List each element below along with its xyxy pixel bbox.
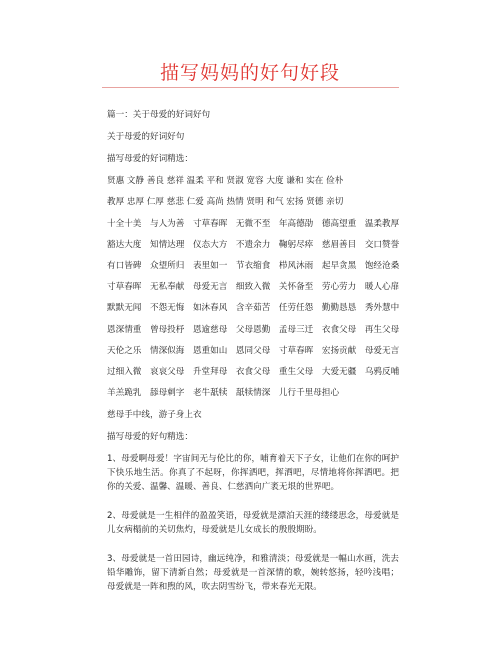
text-line: 贤惠 文静 善良 慈祥 温柔 平和 贤淑 宽容 大度 谦和 实在 俭朴	[107, 176, 344, 186]
title-divider	[102, 87, 399, 88]
text-line: 过细入微 哀哀父母 升堂拜母 衣食父母 重生父母 大爱无疆 乌鸦反哺	[107, 367, 400, 377]
text-line: 关于母爱的好词好句	[107, 132, 185, 142]
text-line: 描写母爱的好词精选：	[107, 154, 193, 164]
text-line: 羊羔跪乳 舔母刺字 老牛舐犊 舐犊情深 儿行千里母担心	[107, 388, 340, 398]
text-line: 描写母爱的好句精选：	[107, 432, 193, 442]
text-line: 十全十美 与人为善 寸草春晖 无微不至 年高德劭 德高望重 温柔教厚	[107, 219, 400, 229]
text-line: 天伦之乐 情深似海 恩重如山 恩同父母 寸草春晖 宏扬贡献 母爱无言	[107, 346, 400, 356]
text-line: 慈母手中线，游子身上衣	[107, 410, 202, 420]
paragraph: 1、母爱啊母爱！字宙间无与伦比的你，哺育着天下子女，让他们在你的呵护下快乐地生活。你真了不起呀，你挥洒吧，挥洒吧，尽情地将你挥洒吧。把你的关爱、温馨、温暖、善良、仁慈洒向广袤无垠的世界吧。	[107, 454, 399, 492]
text-line: 篇一：关于母爱的好词好句	[107, 110, 211, 120]
text-line: 豁达大度 知情达理 仪态大方 不遗余力 鞠躬尽瘁 慈眉善目 交口赞誉	[107, 240, 400, 250]
text-line: 寸草春晖 无私奉献 母爱无言 细致入微 关怀备至 劳心劳力 暖人心扉	[107, 282, 400, 292]
text-line: 教厚 忠厚 仁厚 慈悲 仁爱 高尚 热情 贤明 和气 宏扬 贤德 亲切	[107, 197, 344, 207]
text-line: 有口皆碑 众望所归 表里如一 节衣缩食 栉风沐雨 起早贪黑 饱经沧桑	[107, 261, 400, 271]
paragraph: 3、母爱就是一首田园诗，幽远纯净，和雅清淡；母爱就是一幅山水画，洗去铅华雕饰，留下清新自然；母爱就是一首深情的歌，婉转悠扬，轻吟浅唱；母爱就是一阵和煦的风，吹去阴雪纷飞，带来春光无限。	[107, 554, 399, 592]
text-line: 恩深情重 曾母投杼 恩逾慈母 父母恩勤 孟母三迁 衣食父母 再生父母	[107, 325, 400, 335]
paragraph: 2、母爱就是一生相伴的盈盈笑语，母爱就是漂泊天涯的缕缕思念，母爱就是儿女病榻前的关切焦灼，母爱就是儿女成长的殷殷期盼。	[107, 511, 399, 535]
text-line: 默默无闻 不怨无悔 如沐春风 含辛茹苦 任劳任怨 勤勤恳恳 秀外慧中	[107, 303, 400, 313]
document-title: 描写妈妈的好句好段	[159, 62, 340, 84]
